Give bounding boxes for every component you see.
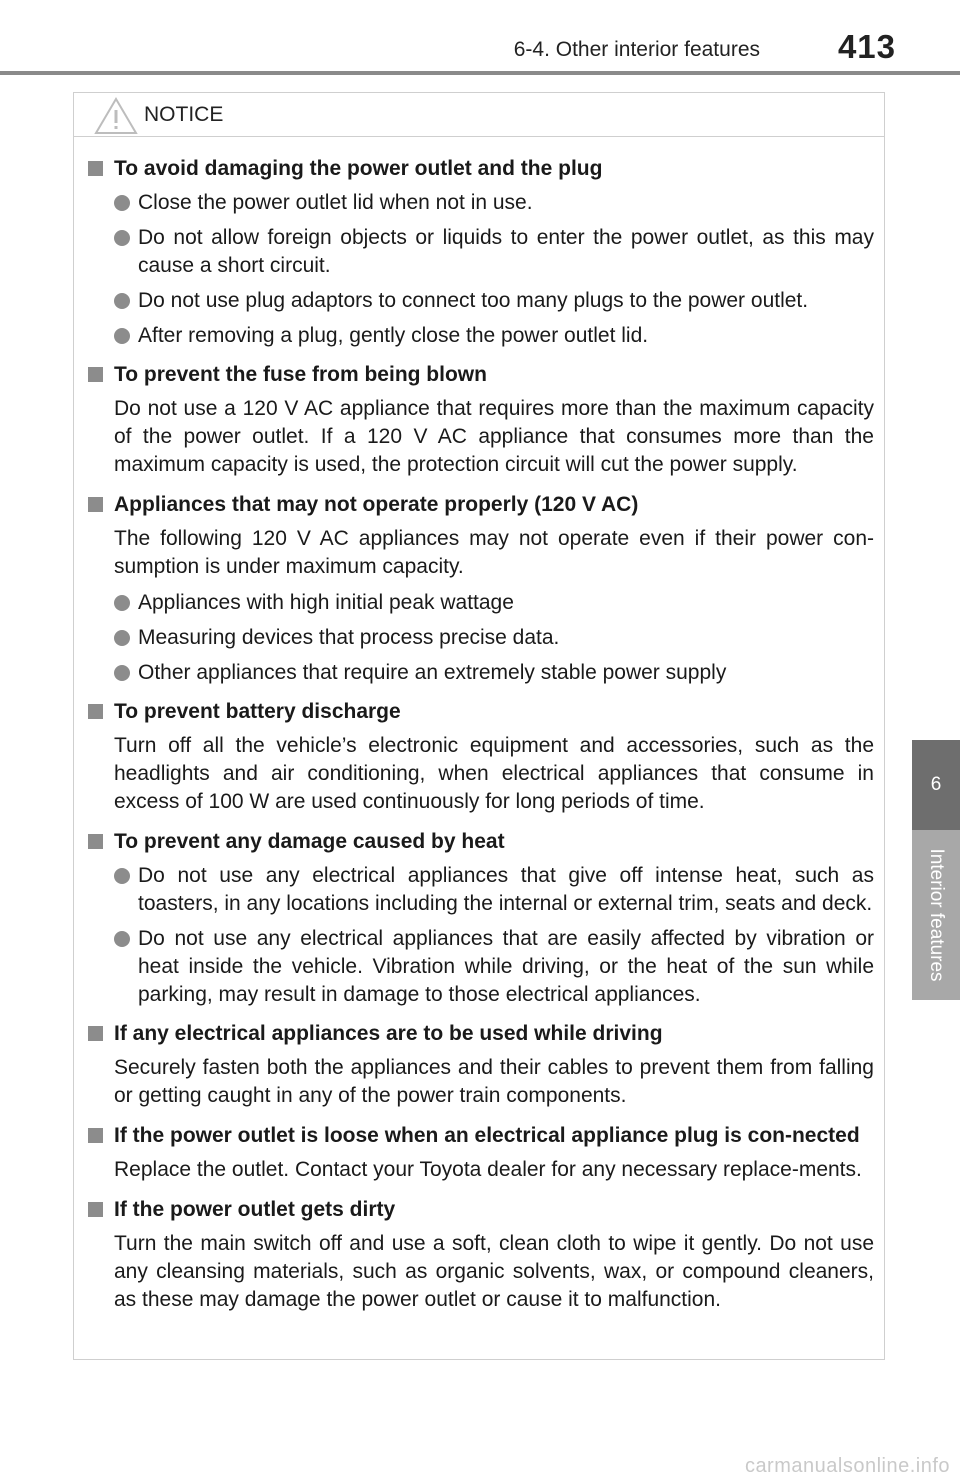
bullet-text: Appliances with high initial peak wattage bbox=[138, 591, 514, 614]
section-heading: Appliances that may not operate properly (120 V AC) bbox=[114, 493, 639, 516]
bullet-text: Do not use plug adaptors to connect too many plugs to the power outlet. bbox=[138, 289, 809, 312]
section-text: Turn the main switch off and use a soft, clean cloth to wipe it gently. Do not use any cleansing materials, such as organic solvents, wax, or compound cleaners, as these may damage the power outlet or cause it to malfunction. bbox=[114, 1232, 874, 1311]
square-bullet-icon bbox=[88, 1026, 103, 1041]
section-text: Replace the outlet. Contact your Toyota dealer for any necessary replace-ments. bbox=[114, 1158, 862, 1181]
bullet-dot-icon bbox=[114, 293, 130, 309]
watermark: carmanualsonline.info bbox=[744, 1455, 950, 1477]
bullet-text: After removing a plug, gently close the power outlet lid. bbox=[138, 324, 649, 347]
section-text: Securely fasten both the appliances and their cables to prevent them from falling or getting caught in any of the power train components. bbox=[114, 1056, 874, 1107]
notice-section bbox=[88, 1122, 874, 1184]
section-heading: To prevent any damage caused by heat bbox=[114, 830, 505, 853]
section-heading: To prevent battery discharge bbox=[114, 700, 401, 723]
section-heading: To prevent the fuse from being blown bbox=[114, 363, 487, 386]
bullet-text: Do not use any electrical appliances that give off intense heat, such as toasters, in any locations including the internal or external trim, seats and deck. bbox=[138, 864, 874, 915]
warning-icon bbox=[94, 96, 138, 136]
notice-section bbox=[88, 828, 874, 1009]
bullet-dot-icon bbox=[114, 931, 130, 947]
bullet-item bbox=[114, 224, 874, 280]
header-rule bbox=[0, 71, 960, 75]
bullet-dot-icon bbox=[114, 868, 130, 884]
section-heading: If any electrical appliances are to be used while driving bbox=[114, 1022, 663, 1045]
square-bullet-icon bbox=[88, 1202, 103, 1217]
bullet-dot-icon bbox=[114, 328, 130, 344]
notice-section bbox=[88, 1020, 874, 1110]
section-heading: To avoid damaging the power outlet and the plug bbox=[114, 157, 603, 180]
bullet-text: Do not allow foreign objects or liquids to enter the power outlet, as this may cause a short circuit. bbox=[138, 226, 874, 277]
bullet-item bbox=[114, 624, 874, 652]
square-bullet-icon bbox=[88, 161, 103, 176]
page-number: 413 bbox=[837, 28, 896, 65]
chapter-label-tab bbox=[912, 830, 960, 1000]
bullet-dot-icon bbox=[114, 665, 130, 681]
section-text: Turn off all the vehicle’s electronic equipment and accessories, such as the headlights and air conditioning, when electrical appliances that consume in excess of 100 W are used continuously for long periods of time. bbox=[114, 734, 874, 813]
bullet-item bbox=[114, 189, 874, 217]
bullet-item bbox=[114, 862, 874, 918]
chapter-label: Interior features bbox=[926, 848, 947, 982]
bullet-dot-icon bbox=[114, 230, 130, 246]
section-text: Do not use a 120 V AC appliance that requires more than the maximum capacity of the power outlet. If a 120 V AC appliance that consumes more than the maximum capacity is used, the protection circuit will cut the power supply. bbox=[114, 397, 874, 476]
notice-section bbox=[88, 698, 874, 816]
notice-box bbox=[73, 92, 885, 1360]
notice-section bbox=[88, 155, 874, 350]
square-bullet-icon bbox=[88, 1128, 103, 1143]
bullet-text: Other appliances that require an extremely stable power supply bbox=[138, 661, 727, 684]
square-bullet-icon bbox=[88, 497, 103, 512]
section-title: 6-4. Other interior features bbox=[513, 38, 760, 61]
notice-section bbox=[88, 1196, 874, 1314]
section-gap bbox=[88, 1322, 874, 1326]
notice-title: NOTICE bbox=[144, 103, 224, 126]
chapter-tab: 6 bbox=[912, 740, 960, 830]
notice-header bbox=[74, 93, 884, 137]
bullet-dot-icon bbox=[114, 195, 130, 211]
page-header bbox=[0, 0, 960, 72]
bullet-dot-icon bbox=[114, 630, 130, 646]
square-bullet-icon bbox=[88, 367, 103, 382]
bullet-text: Close the power outlet lid when not in use. bbox=[138, 191, 533, 214]
section-text: The following 120 V AC appliances may not operate even if their power con-sumption is under maximum capacity. bbox=[114, 527, 874, 578]
notice-body bbox=[74, 137, 884, 1326]
bullet-text: Measuring devices that process precise data. bbox=[138, 626, 560, 649]
notice-section bbox=[88, 361, 874, 479]
section-heading: If the power outlet is loose when an electrical appliance plug is con-nected bbox=[114, 1124, 860, 1147]
section-heading: If the power outlet gets dirty bbox=[114, 1198, 396, 1221]
notice-section bbox=[88, 491, 874, 687]
bullet-item bbox=[114, 925, 874, 1009]
square-bullet-icon bbox=[88, 704, 103, 719]
bullet-item bbox=[114, 322, 874, 350]
bullet-item bbox=[114, 659, 874, 687]
bullet-item bbox=[114, 287, 874, 315]
bullet-item bbox=[114, 589, 874, 617]
bullet-dot-icon bbox=[114, 595, 130, 611]
bullet-text: Do not use any electrical appliances that are easily affected by vibration or heat inside the vehicle. Vibration while driving, or the heat of the sun while parking, may result in damage to those electrical appliances. bbox=[138, 927, 874, 1006]
square-bullet-icon bbox=[88, 834, 103, 849]
